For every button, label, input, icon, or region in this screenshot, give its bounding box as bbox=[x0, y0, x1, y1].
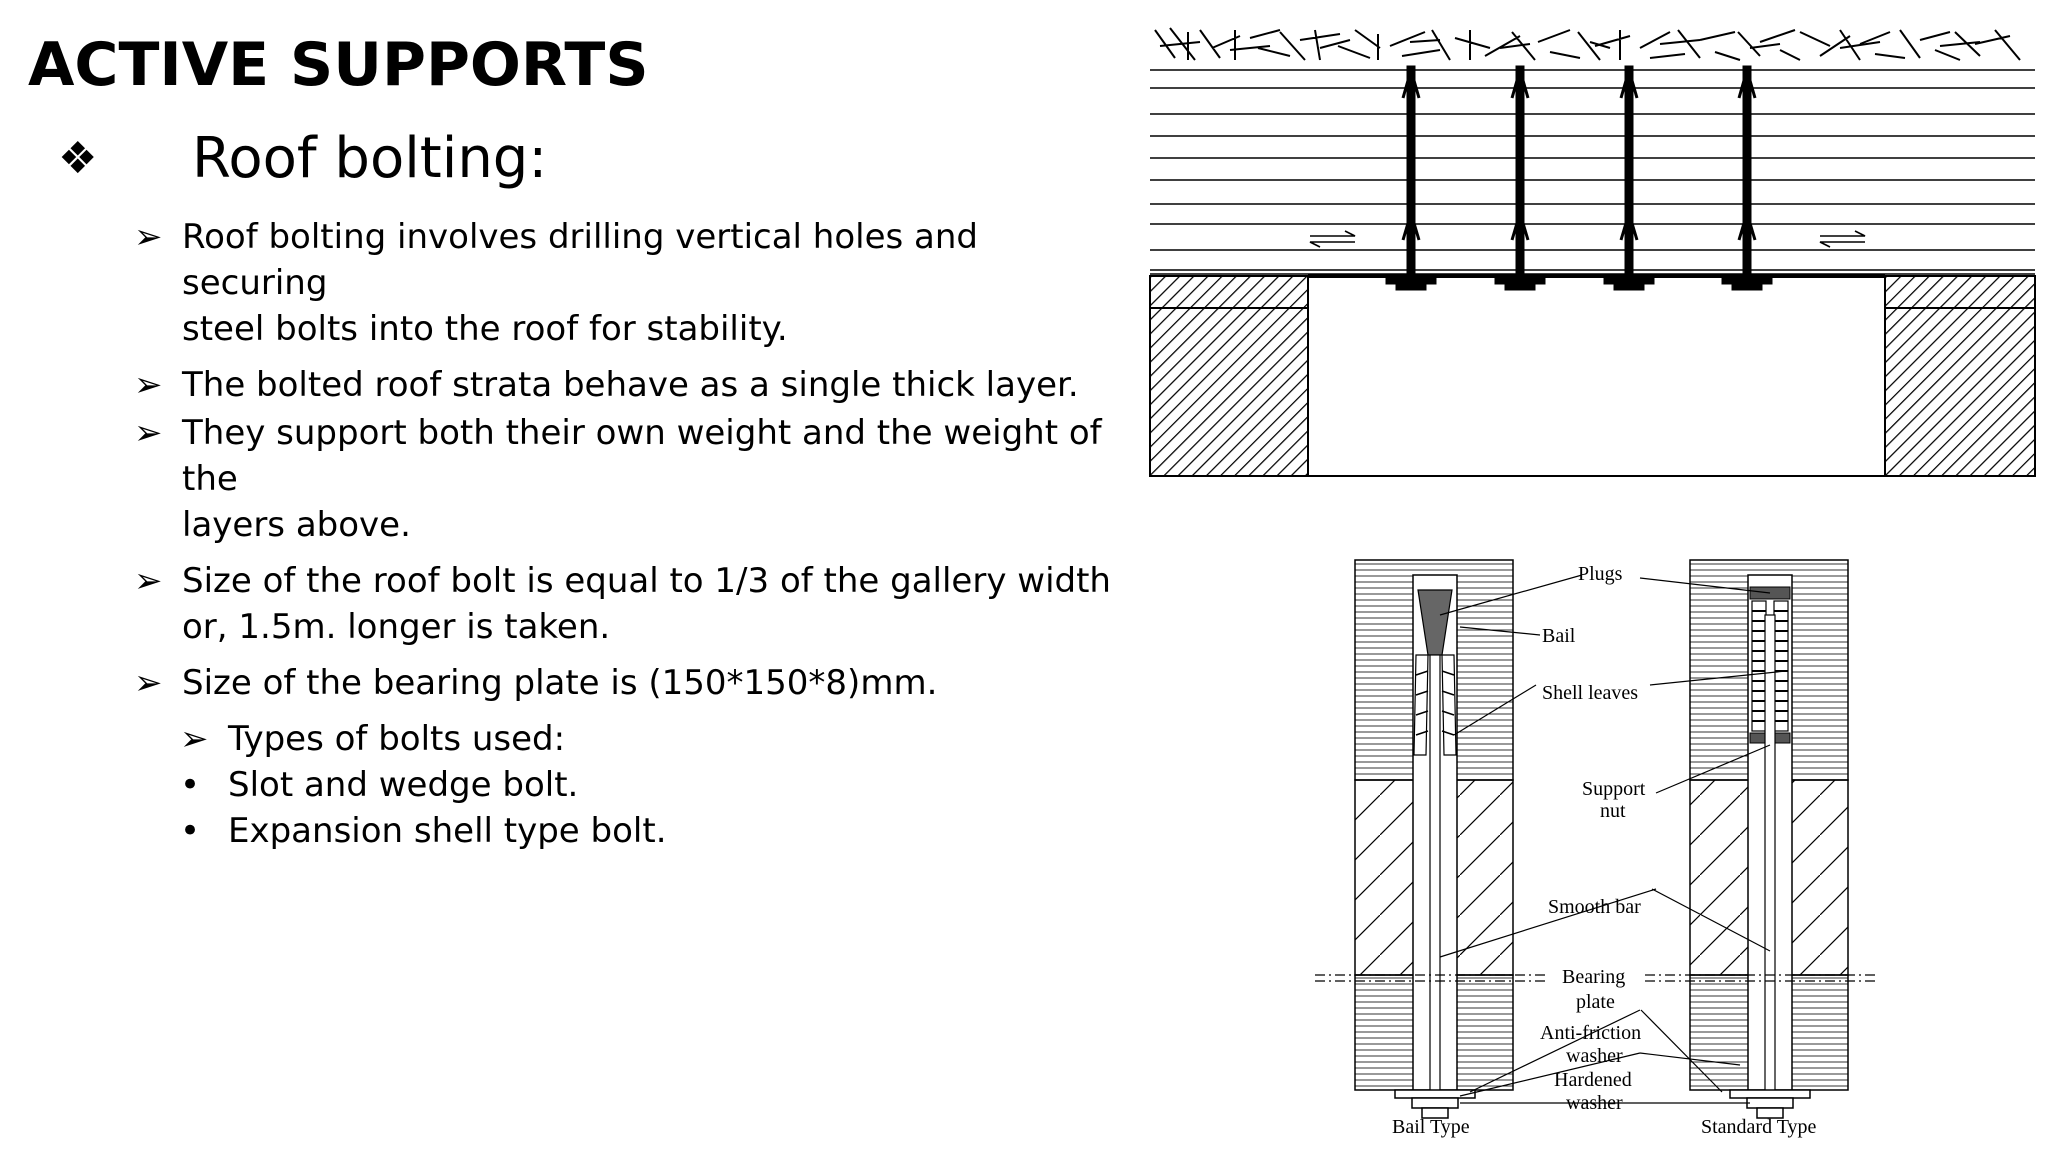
dot-bullet-icon: • bbox=[180, 811, 201, 851]
arrow-bullet-icon: ➢ bbox=[134, 561, 163, 601]
standard-type-bolt bbox=[1645, 560, 1875, 1118]
bullet-item bbox=[180, 716, 1114, 762]
bullet-line: Size of the roof bolt is equal to 1/3 of the gallery width bbox=[182, 561, 1111, 601]
arrow-bullet-icon: ➢ bbox=[134, 217, 163, 257]
bolt-type-text: Expansion shell type bolt. bbox=[228, 811, 667, 851]
bullet-line: steel bolts into the roof for stability. bbox=[182, 309, 788, 349]
roof-bolt bbox=[1495, 66, 1545, 290]
bolt-types-figure bbox=[1300, 555, 1900, 1145]
bail-type-caption: Bail Type bbox=[1392, 1116, 1470, 1138]
support-nut-label-1: Support bbox=[1582, 778, 1646, 800]
roof-bolt bbox=[1722, 66, 1772, 290]
hardened-label-1: Hardened bbox=[1554, 1069, 1632, 1091]
smooth-bar-label: Smooth bar bbox=[1548, 896, 1641, 918]
bolt-type-text: Slot and wedge bolt. bbox=[228, 765, 579, 805]
bullet-item bbox=[134, 362, 1114, 408]
roof-bolting-figure bbox=[1140, 18, 2040, 498]
bullet-line: Size of the bearing plate is (150*150*8)mm. bbox=[182, 663, 938, 703]
bullet-line: layers above. bbox=[182, 505, 411, 545]
section-heading bbox=[58, 126, 547, 191]
section-title: Roof bolting: bbox=[192, 126, 548, 191]
hardened-label-2: washer bbox=[1566, 1092, 1623, 1114]
bullet-item bbox=[134, 558, 1114, 650]
list-item bbox=[180, 762, 1114, 808]
diamond-bullet-icon: ❖ bbox=[58, 133, 98, 184]
arrow-bullet-icon: ➢ bbox=[134, 663, 163, 703]
strata-lines bbox=[1150, 70, 2035, 274]
bearing-plate-label-2: plate bbox=[1576, 991, 1615, 1013]
bullet-item bbox=[134, 214, 1114, 352]
arrow-bullet-icon: ➢ bbox=[180, 719, 209, 759]
bail-type-bolt bbox=[1315, 560, 1545, 1118]
plugs-label: Plugs bbox=[1578, 563, 1623, 585]
bullet-item bbox=[134, 660, 1114, 706]
bail-label: Bail bbox=[1542, 625, 1576, 647]
rib-rock-right bbox=[1885, 276, 2035, 476]
bearing-plate-label-1: Bearing bbox=[1562, 966, 1626, 988]
dot-bullet-icon: • bbox=[180, 765, 201, 805]
bullet-item bbox=[134, 410, 1114, 548]
shear-arrow-icon bbox=[1310, 231, 1865, 247]
standard-type-caption: Standard Type bbox=[1701, 1116, 1817, 1138]
anti-friction-label-2: washer bbox=[1566, 1045, 1623, 1067]
bolt-types-heading: Types of bolts used: bbox=[228, 719, 566, 759]
rib-rock-left bbox=[1150, 276, 1308, 476]
bullet-line: They support both their own weight and the weight of the bbox=[182, 413, 1102, 499]
bullet-line: or, 1.5m. longer is taken. bbox=[182, 607, 611, 647]
gallery-opening bbox=[1308, 276, 1885, 476]
shell-leaves-label: Shell leaves bbox=[1542, 682, 1639, 704]
bullet-line: The bolted roof strata behave as a single thick layer. bbox=[182, 365, 1079, 405]
bullet-list bbox=[134, 214, 1114, 854]
arrow-bullet-icon: ➢ bbox=[134, 365, 163, 405]
roof-bolt bbox=[1604, 66, 1654, 290]
slide-title: ACTIVE SUPPORTS bbox=[28, 30, 649, 100]
arrow-bullet-icon: ➢ bbox=[134, 413, 163, 453]
roof-bolt-group bbox=[1386, 66, 1772, 290]
bolt-types-list bbox=[180, 716, 1114, 854]
broken-rock-band bbox=[1155, 28, 2020, 60]
bullet-line: Roof bolting involves drilling vertical holes and securing bbox=[182, 217, 979, 303]
support-nut-label-2: nut bbox=[1600, 800, 1626, 822]
roof-bolt bbox=[1386, 66, 1436, 290]
anti-friction-label-1: Anti-friction bbox=[1540, 1022, 1642, 1044]
list-item bbox=[180, 808, 1114, 854]
